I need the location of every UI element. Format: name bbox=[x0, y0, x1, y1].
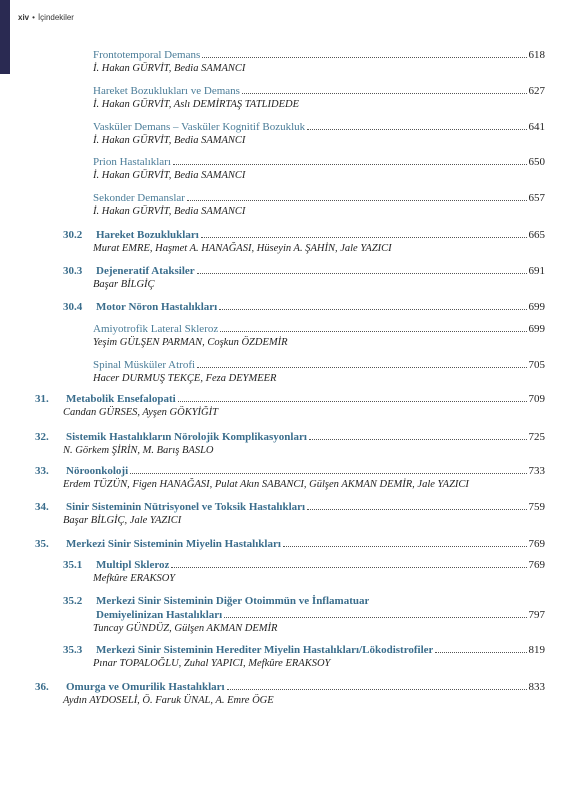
toc-entry[interactable] bbox=[93, 358, 545, 385]
toc-entry-authors: İ. Hakan GÜRVİT, Bedia SAMANCI bbox=[93, 206, 246, 217]
toc-entry[interactable] bbox=[63, 264, 545, 291]
toc-entry-label bbox=[63, 558, 169, 572]
dot-leader bbox=[178, 400, 527, 402]
dot-leader bbox=[309, 438, 527, 440]
toc-entry-title: Prion Hastalıkları bbox=[93, 156, 171, 168]
toc-entry-authors: Erdem TÜZÜN, Figen HANAĞASI, Pulat Akın SABANCI, Gülşen AKMAN DEMİR, Jale YAZICI bbox=[63, 479, 469, 490]
toc-entry-number: 35.1 bbox=[63, 559, 83, 571]
toc-entry-authors: Başar BİLGİÇ, Jale YAZICI bbox=[63, 515, 182, 526]
toc-entry-number: 35.3 bbox=[63, 644, 83, 656]
toc-entry[interactable] bbox=[63, 228, 545, 255]
toc-entry-authors: Aydın AYDOSELİ, Ö. Faruk ÜNAL, A. Emre ÖGE bbox=[63, 695, 274, 706]
toc-entry-page: 769 bbox=[528, 559, 545, 571]
toc-entry[interactable] bbox=[35, 537, 545, 551]
toc-entry-authors: Candan GÜRSES, Ayşen GÖKYİĞİT bbox=[63, 407, 218, 418]
toc-entry-page: 759 bbox=[528, 501, 545, 513]
toc-entry-title bbox=[63, 594, 369, 608]
dot-leader bbox=[307, 508, 526, 510]
toc-entry[interactable] bbox=[93, 322, 545, 349]
toc-entry-page: 657 bbox=[528, 192, 545, 204]
toc-entry-label bbox=[35, 430, 307, 444]
toc-entry-title: Vasküler Demans – Vasküler Kognitif Bozukluk bbox=[93, 121, 306, 133]
toc-entry-title: Hareket Bozuklukları bbox=[96, 229, 199, 241]
toc-entry[interactable] bbox=[35, 500, 545, 527]
toc-entry-page: 733 bbox=[528, 465, 545, 477]
toc-entry[interactable] bbox=[63, 594, 545, 635]
toc-entry-number: 36. bbox=[35, 681, 49, 693]
toc-entry-title: Merkezi Sinir Sisteminin Miyelin Hastalıkları bbox=[66, 538, 281, 550]
dot-leader bbox=[307, 128, 526, 130]
toc-entry-title-line1: Merkezi Sinir Sisteminin Diğer Otoimmün ve İnflamatuar bbox=[96, 595, 370, 607]
toc-entry-authors: İ. Hakan GÜRVİT, Aslı DEMİRTAŞ TATLIDEDE bbox=[93, 99, 300, 110]
toc-entry-authors: N. Görkem ŞİRİN, M. Barış BASLO bbox=[63, 445, 214, 456]
toc-entry-title: Metabolik Ensefalopati bbox=[66, 393, 176, 405]
toc-entry-title: Multipl Skleroz bbox=[96, 559, 170, 571]
dot-leader bbox=[130, 472, 526, 474]
dot-leader bbox=[201, 236, 527, 238]
toc-entry-title: Sistemik Hastalıkların Nörolojik Komplikasyonları bbox=[66, 431, 307, 443]
toc-entry-label bbox=[93, 120, 305, 134]
toc-entry-label bbox=[35, 500, 305, 514]
toc-entry-title-line2: Demiyelinizan Hastalıkları bbox=[96, 609, 223, 621]
toc-entry-page: 618 bbox=[528, 49, 545, 61]
toc-entry-title: Frontotemporal Demans bbox=[93, 49, 201, 61]
toc-entry-page: 627 bbox=[528, 85, 545, 97]
toc-entry-authors: Yeşim GÜLŞEN PARMAN, Coşkun ÖZDEMİR bbox=[93, 337, 288, 348]
toc-entry-label bbox=[63, 643, 433, 657]
toc-entry[interactable] bbox=[93, 48, 545, 75]
toc-entry-number: 30.4 bbox=[63, 301, 83, 313]
dot-leader bbox=[224, 616, 526, 618]
toc-entry-authors: İ. Hakan GÜRVİT, Bedia SAMANCI bbox=[93, 63, 246, 74]
toc-entry-page: 725 bbox=[528, 431, 545, 443]
toc-entry-number: 35.2 bbox=[63, 595, 83, 607]
toc-entry[interactable] bbox=[35, 464, 545, 491]
dot-leader bbox=[202, 56, 526, 58]
toc-entry-number: 34. bbox=[35, 501, 49, 513]
toc-entry-page: 641 bbox=[528, 121, 545, 133]
dot-leader bbox=[242, 92, 527, 94]
toc-entry-title: Spinal Müsküler Atrofi bbox=[93, 359, 196, 371]
toc-entry-authors: İ. Hakan GÜRVİT, Bedia SAMANCI bbox=[93, 135, 246, 146]
dot-leader bbox=[197, 272, 527, 274]
toc-entry-title: Sinir Sisteminin Nütrisyonel ve Toksik Hastalıkları bbox=[66, 501, 306, 513]
toc-entry-authors: Pınar TOPALOĞLU, Zuhal YAPICI, Mefkûre ERAKSOY bbox=[93, 658, 331, 669]
dot-leader bbox=[227, 688, 527, 690]
dot-leader bbox=[171, 566, 526, 568]
toc-entry-page: 665 bbox=[528, 229, 545, 241]
toc-entry-authors: Başar BİLGİÇ bbox=[93, 279, 155, 290]
header-section: İçindekiler bbox=[37, 13, 74, 22]
toc-entry-number: 30.2 bbox=[63, 229, 83, 241]
toc-entry-label bbox=[63, 264, 195, 278]
toc-entry-page: 709 bbox=[528, 393, 545, 405]
toc-entry[interactable] bbox=[35, 430, 545, 457]
toc-entry-page: 705 bbox=[528, 359, 545, 371]
toc-entry-label bbox=[93, 48, 200, 62]
dot-leader bbox=[220, 330, 526, 332]
toc-entry[interactable] bbox=[93, 84, 545, 111]
toc-entry-number: 33. bbox=[35, 465, 49, 477]
dot-leader bbox=[283, 545, 527, 547]
toc-entry-title: Omurga ve Omurilik Hastalıkları bbox=[66, 681, 225, 693]
toc-entry-number: 30.3 bbox=[63, 265, 83, 277]
toc-entry-label bbox=[63, 300, 217, 314]
dot-leader bbox=[219, 308, 526, 310]
toc-entry-label bbox=[93, 155, 171, 169]
toc-entry-title: Merkezi Sinir Sisteminin Herediter Miyelin Hastalıkları/Lökodistrofiler bbox=[96, 644, 434, 656]
toc-entry-page: 699 bbox=[528, 323, 545, 335]
toc-entry-page: 699 bbox=[528, 301, 545, 313]
toc-entry-page: 833 bbox=[528, 681, 545, 693]
toc-entry[interactable] bbox=[35, 392, 545, 419]
header-page-number: xiv bbox=[18, 13, 30, 22]
toc-entry-title: Amiyotrofik Lateral Skleroz bbox=[93, 323, 219, 335]
toc-entry-number: 31. bbox=[35, 393, 49, 405]
toc-entry-number: 32. bbox=[35, 431, 49, 443]
dot-leader bbox=[197, 366, 526, 368]
toc-entry-title: Dejeneratif Ataksiler bbox=[96, 265, 195, 277]
header-separator: • bbox=[32, 13, 35, 22]
toc-entry-label bbox=[63, 228, 199, 242]
toc-entry-authors: Tuncay GÜNDÜZ, Gülşen AKMAN DEMİR bbox=[93, 623, 278, 634]
toc-entry-number: 35. bbox=[35, 538, 49, 550]
dot-leader bbox=[187, 199, 527, 201]
toc-entry-label bbox=[35, 537, 281, 551]
toc-entry-title: Sekonder Demanslar bbox=[93, 192, 185, 204]
toc-entry[interactable] bbox=[63, 558, 545, 585]
dot-leader bbox=[435, 651, 526, 653]
toc-entry-authors: Mefkûre ERAKSOY bbox=[93, 573, 176, 584]
toc-entry-page: 650 bbox=[528, 156, 545, 168]
toc-entry-page: 819 bbox=[528, 644, 545, 656]
toc-entry-authors: İ. Hakan GÜRVİT, Bedia SAMANCI bbox=[93, 170, 246, 181]
toc-entry-label bbox=[35, 392, 176, 406]
toc-entry-title: Nöroonkoloji bbox=[66, 465, 129, 477]
toc-entry-label bbox=[93, 322, 218, 336]
toc-entry[interactable] bbox=[93, 155, 545, 182]
toc-entry-title: Motor Nöron Hastalıkları bbox=[96, 301, 218, 313]
toc-entry[interactable] bbox=[63, 643, 545, 670]
toc-entry-authors: Murat EMRE, Haşmet A. HANAĞASI, Hüseyin A. ŞAHİN, Jale YAZICI bbox=[93, 243, 392, 254]
toc-entry[interactable] bbox=[35, 680, 545, 707]
toc-entry[interactable] bbox=[93, 191, 545, 218]
toc-entry-page: 797 bbox=[528, 609, 545, 621]
toc-entry-authors: Hacer DURMUŞ TEKÇE, Feza DEYMEER bbox=[93, 373, 277, 384]
toc-entry-label bbox=[35, 464, 128, 478]
toc-entry-title: Hareket Bozuklukları ve Demans bbox=[93, 85, 240, 97]
toc-entry[interactable] bbox=[93, 120, 545, 147]
toc-entry-label bbox=[93, 358, 195, 372]
toc-entry-label bbox=[35, 680, 225, 694]
dot-leader bbox=[173, 163, 527, 165]
toc-entry[interactable] bbox=[63, 300, 545, 314]
toc-entry-page: 691 bbox=[528, 265, 545, 277]
toc-entry-label bbox=[93, 191, 185, 205]
toc-entry-page: 769 bbox=[528, 538, 545, 550]
toc-entry-label bbox=[93, 84, 240, 98]
